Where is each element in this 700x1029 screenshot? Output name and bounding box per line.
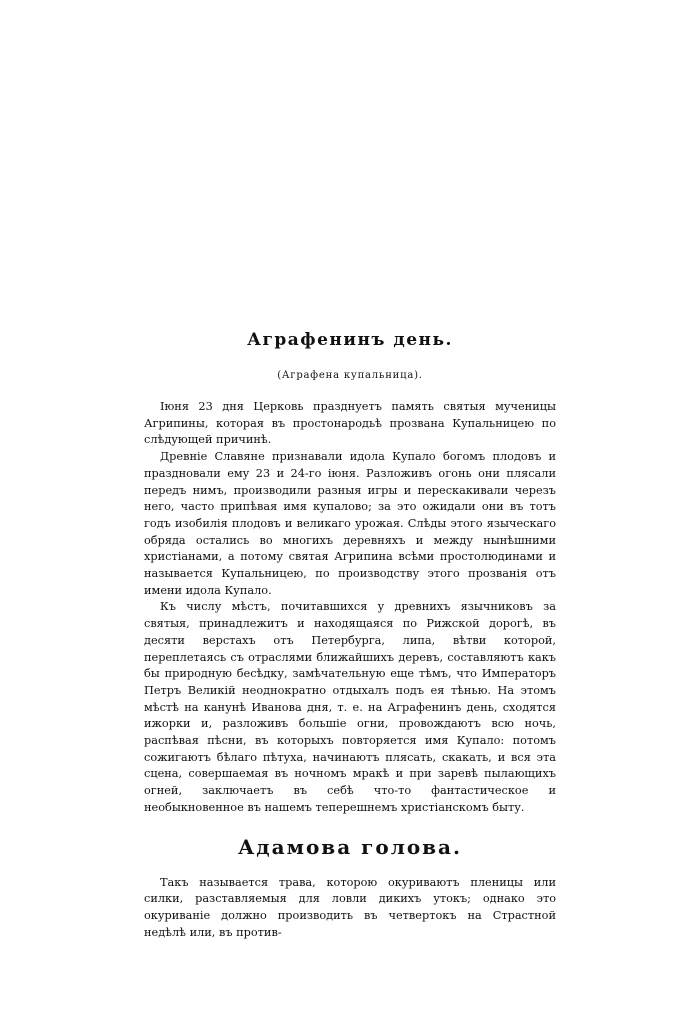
page-body bbox=[144, 330, 556, 941]
paragraph-herb: Такъ называется трава, которою окуриваютъ пленицы или силки, разставляемыя для ловли дикихъ утокъ; однако это окуриваніе должно производить въ четвертокъ на Страстной недѣлѣ или, въ против- bbox=[144, 875, 556, 939]
article-title-agrafenin-den: Аграфенинъ день. bbox=[247, 330, 453, 350]
paragraph-slavs: Древніе Славяне признавали идола Купало богомъ плодовъ и праздновали ему 23 и 24-го іюня. Разложивъ огонь они плясали передъ нимъ, производили разныя игры и перескакивали черезъ него, часто припѣвая имя купалово; за это ожидали они въ тотъ годъ изобилія плодовъ и великаго урожая. Слѣды этого языческаго обряда остались во многихъ деревняхъ и между нынѣшними христіанами, а потому святая Агрипина всѣми простолюдинами и называется Купальницею, по производству этого прозванія отъ имени идола Купало. bbox=[144, 450, 556, 597]
paragraph-intro: Іюня 23 дня Церковь празднуетъ память святыя мученицы Агрипины, которая въ простонародьѣ прозвана Купальницею по слѣдующей причинѣ. bbox=[144, 400, 556, 447]
article-subtitle: (Аграфена купальница). bbox=[277, 370, 423, 381]
article-title-adamova-golova: Адамова голова. bbox=[238, 834, 462, 859]
paragraph-linden-tree: Къ числу мѣстъ, почитавшихся у древнихъ язычниковъ за святыя, принадлежитъ и находящаяся по Рижской дорогѣ, въ десяти верстахъ отъ Петербурга, липа, вѣтви которой, переплетаясь съ отраслями ближайшихъ деревъ, составляютъ какъ бы природную бесѣдку, замѣчательную еще тѣмъ, что Императоръ Петръ Великій неоднократно отдыхалъ подъ ея тѣнью. На этомъ мѣстѣ на канунѣ Иванова дня, т. е. на Аграфенинъ день, сходятся ижорки и, разложивъ большіе огни, провождаютъ всю ночь, распѣвая пѣсни, въ которыхъ повторяется имя Купало: потомъ сожигаютъ бѣлаго пѣтуха, начинаютъ плясать, скакать, и вся эта сцена, совершаемая въ ночномъ мракѣ и при заревѣ пылающихъ огней, заключаетъ въ себѣ что-то фантастическое и необыкновенное въ нашемъ теперешнемъ христіанскомъ быту. bbox=[144, 600, 556, 814]
